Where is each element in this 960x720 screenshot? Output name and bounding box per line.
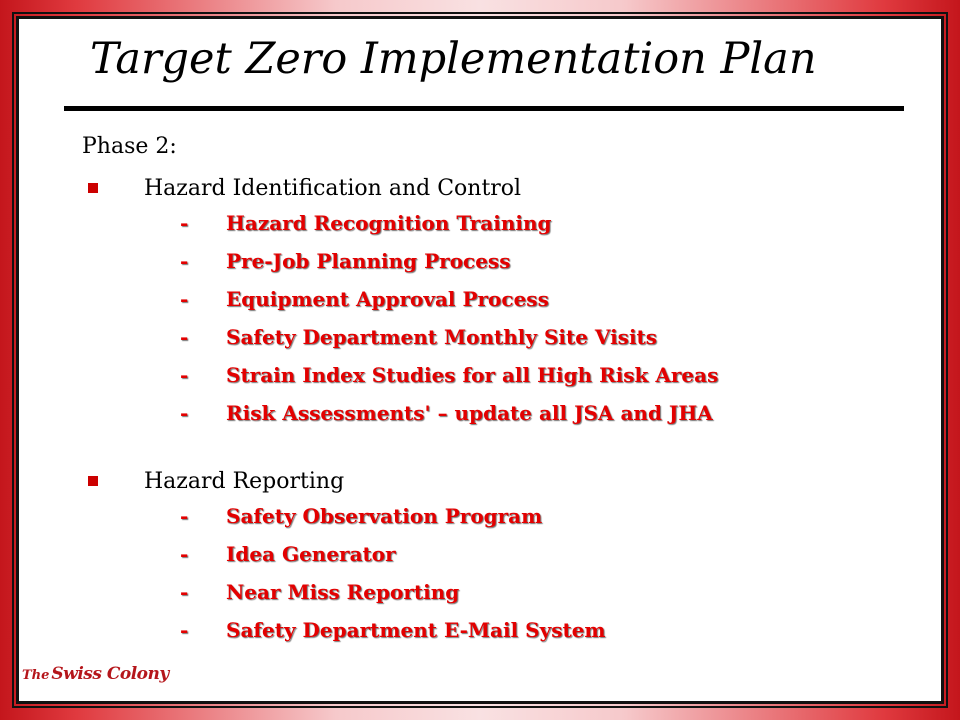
phase-label: Phase 2: bbox=[82, 134, 177, 159]
hazard-reporting-list bbox=[180, 504, 606, 656]
dash-marker: - bbox=[180, 580, 189, 604]
list-item-label: Strain Index Studies for all High Risk Areas bbox=[226, 363, 719, 387]
list-item bbox=[180, 504, 606, 542]
list-item bbox=[180, 287, 718, 325]
square-bullet-icon bbox=[88, 476, 98, 486]
list-item bbox=[180, 542, 606, 580]
list-item-label: Hazard Recognition Training bbox=[226, 211, 552, 235]
dash-marker: - bbox=[180, 249, 189, 273]
list-item-label: Near Miss Reporting bbox=[226, 580, 460, 604]
logo-name: Swiss Colony bbox=[51, 664, 169, 684]
swiss-colony-logo bbox=[22, 664, 169, 684]
list-item-label: Safety Department Monthly Site Visits bbox=[226, 325, 658, 349]
list-item bbox=[180, 580, 606, 618]
list-item bbox=[180, 618, 606, 656]
square-bullet-icon bbox=[88, 183, 98, 193]
dash-marker: - bbox=[180, 287, 189, 311]
section-heading-label: Hazard Identification and Control bbox=[144, 176, 522, 201]
list-item-label: Safety Department E-Mail System bbox=[226, 618, 606, 642]
dash-marker: - bbox=[180, 363, 189, 387]
section-heading-hazard-identification bbox=[88, 176, 521, 201]
list-item bbox=[180, 363, 718, 401]
dash-marker: - bbox=[180, 325, 189, 349]
dash-marker: - bbox=[180, 401, 189, 425]
dash-marker: - bbox=[180, 211, 189, 235]
section-heading-label: Hazard Reporting bbox=[144, 469, 345, 494]
list-item bbox=[180, 211, 718, 249]
list-item-label: Safety Observation Program bbox=[226, 504, 543, 528]
logo-prefix: The bbox=[22, 668, 50, 683]
list-item-label: Pre-Job Planning Process bbox=[226, 249, 511, 273]
list-item-label: Risk Assessments' – update all JSA and JHA bbox=[226, 401, 713, 425]
dash-marker: - bbox=[180, 504, 189, 528]
dash-marker: - bbox=[180, 618, 189, 642]
list-item-label: Idea Generator bbox=[226, 542, 396, 566]
title-underline bbox=[64, 106, 904, 111]
section-heading-hazard-reporting bbox=[88, 469, 344, 494]
hazard-identification-list bbox=[180, 211, 718, 439]
list-item-label: Equipment Approval Process bbox=[226, 287, 549, 311]
dash-marker: - bbox=[180, 542, 189, 566]
slide-title: Target Zero Implementation Plan bbox=[90, 34, 817, 84]
list-item bbox=[180, 401, 718, 439]
list-item bbox=[180, 325, 718, 363]
list-item bbox=[180, 249, 718, 287]
